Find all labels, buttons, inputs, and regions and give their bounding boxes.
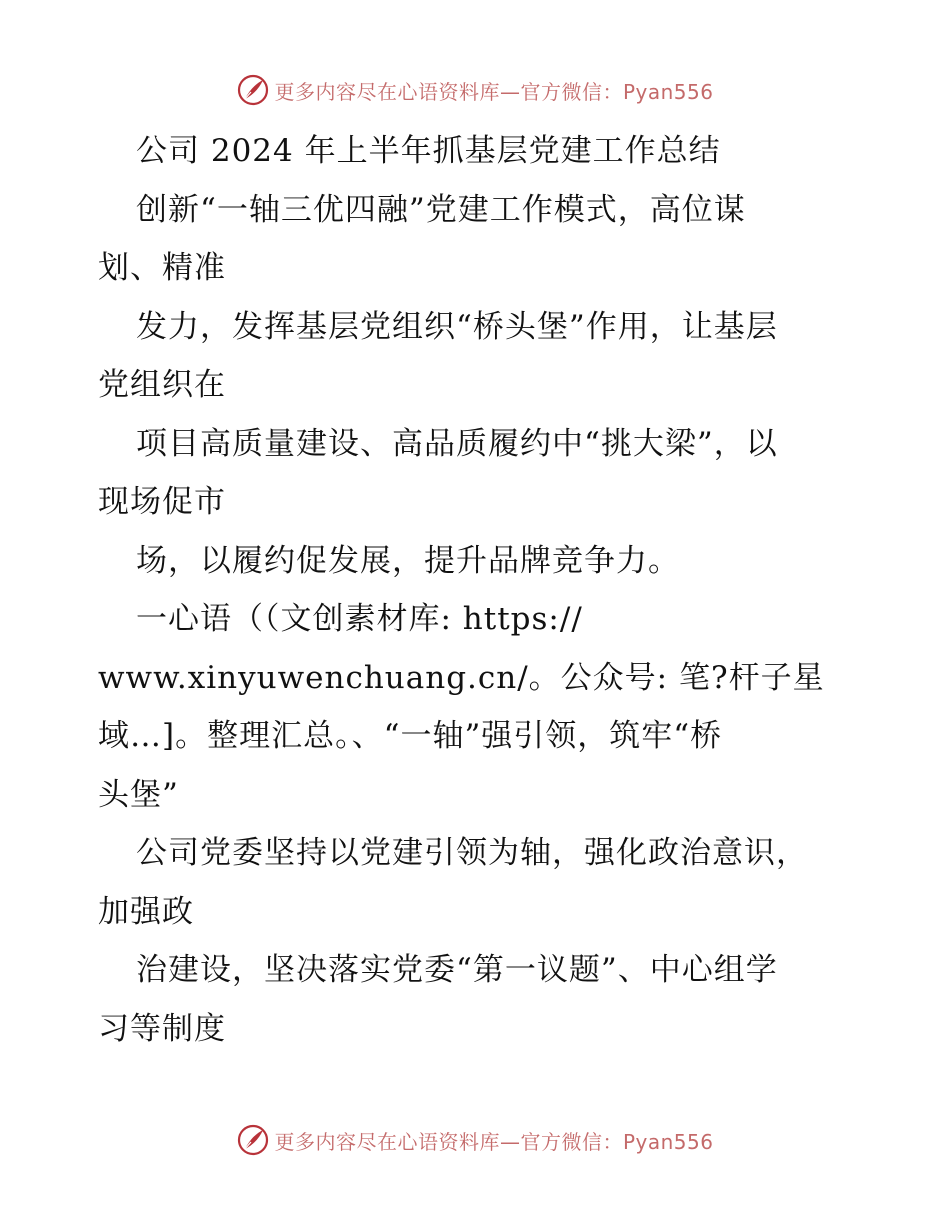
- text-line: 公司党委坚持以党建引领为轴，强化政治意识，: [136, 835, 808, 871]
- text-line: 场，以履约促发展，提升品牌竞争力。: [136, 542, 680, 579]
- footer-watermark: [0, 1120, 950, 1160]
- text-line: 头堡”: [98, 776, 179, 813]
- document-body: [98, 122, 858, 1058]
- text-line: 域…]。整理汇总。、“一轴”强引领，筑牢“桥: [98, 718, 723, 754]
- text-line: 划、精准: [98, 250, 226, 286]
- text-line: 创新“一轴三优四融”党建工作模式，高位谋: [136, 191, 746, 228]
- quill-pen-logo-icon: [236, 73, 270, 107]
- text-line: www.xinyuwenchuang.cn/。公众号: 笔?杆子星: [98, 659, 825, 696]
- text-line: 现场促市: [98, 484, 226, 520]
- text-line: 党组织在: [98, 367, 226, 403]
- quill-pen-logo-icon: [236, 1123, 270, 1157]
- text-line: 治建设，坚决落实党委“第一议题”、中心组学: [136, 952, 778, 988]
- text-line: 一心语（（文创素材库: https://: [136, 601, 583, 637]
- text-line: 发力，发挥基层党组织“桥头堡”作用，让基层: [136, 308, 778, 345]
- watermark-text: 更多内容尽在心语资料库—官方微信：Pyan556: [274, 79, 714, 104]
- text-line: 项目高质量建设、高品质履约中“挑大梁”，以: [136, 425, 778, 462]
- text-line: 加强政: [98, 893, 194, 930]
- watermark-text: 更多内容尽在心语资料库—官方微信：Pyan556: [274, 1129, 714, 1154]
- header-watermark: [0, 70, 950, 110]
- text-line: 公司 2024 年上半年抓基层党建工作总结: [136, 133, 721, 169]
- text-line: 习等制度: [98, 1010, 226, 1047]
